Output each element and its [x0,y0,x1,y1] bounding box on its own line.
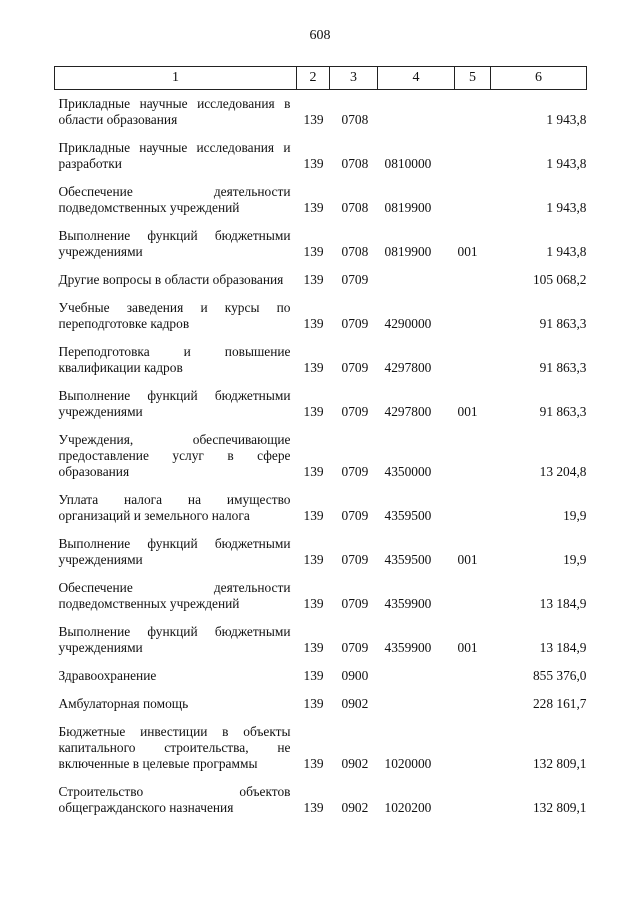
row-code-admin: 139 [303,200,324,215]
row-code-section: 0709 [341,272,369,287]
row-name: Выполнение функций бюджетными учреждениями [58,228,291,259]
row-name: Учебные заведения и курсы по переподготовке кадров [58,300,291,331]
table-row [55,687,587,715]
row-code-admin: 139 [303,640,324,655]
row-name: Прикладные научные исследования и разработки [58,140,291,171]
header-col-4: 4 [378,67,455,90]
row-code-target: 4359500 [384,508,432,523]
row-code-type [455,131,491,175]
row-name: Уплата налога на имущество организаций и земельного налога [58,492,291,523]
row-code-section: 0709 [341,508,369,523]
row-code-admin: 139 [303,756,324,771]
row-amount: 1 943,8 [546,244,587,259]
row-name: Другие вопросы в области образования [58,272,284,287]
row-code-target: 4359900 [384,596,432,611]
row-amount: 13 204,8 [539,464,587,479]
row-code-type [455,291,491,335]
row-name: Амбулаторная помощь [58,696,189,711]
table-row [55,659,587,687]
row-code-admin: 139 [303,316,324,331]
row-amount: 13 184,9 [539,640,587,655]
row-code-section: 0708 [341,112,369,127]
row-name: Обеспечение деятельности подведомственных учреждений [58,184,291,215]
row-name: Прикладные научные исследования в области образования [58,96,291,127]
row-code-type [455,659,491,687]
row-code-section: 0708 [341,156,369,171]
row-code-target: 0819900 [384,200,432,215]
row-code-section: 0709 [341,404,369,419]
header-col-1: 1 [55,67,297,90]
budget-table [54,66,587,819]
row-code-admin: 139 [303,244,324,259]
table-row [55,263,587,291]
row-code-admin: 139 [303,668,324,683]
row-code-type [455,335,491,379]
row-code-admin: 139 [303,552,324,567]
table-row [55,483,587,527]
row-amount: 19,9 [563,508,587,523]
table-row [55,423,587,483]
row-code-type: 001 [457,404,478,419]
row-code-admin: 139 [303,112,324,127]
row-name: Строительство объектов общегражданского назначения [58,784,291,815]
row-amount: 855 376,0 [532,668,587,683]
row-amount: 105 068,2 [532,272,587,287]
row-name: Выполнение функций бюджетными учреждениями [58,536,291,567]
row-code-target: 4350000 [384,464,432,479]
row-code-type [455,90,491,132]
table-row [55,571,587,615]
row-name: Обеспечение деятельности подведомственных учреждений [58,580,291,611]
row-code-section: 0902 [341,756,369,771]
row-name: Переподготовка и повышение квалификации кадров [58,344,291,375]
row-amount: 1 943,8 [546,156,587,171]
row-code-admin: 139 [303,596,324,611]
row-name: Выполнение функций бюджетными учреждениями [58,388,291,419]
row-amount: 1 943,8 [546,112,587,127]
table-row [55,175,587,219]
row-code-target: 4359500 [384,552,432,567]
table-body [55,90,587,820]
row-code-type: 001 [457,640,478,655]
row-code-target: 4359900 [384,640,432,655]
header-col-5: 5 [455,67,491,90]
row-code-target: 4297800 [384,360,432,375]
row-code-section: 0900 [341,668,369,683]
row-amount: 132 809,1 [532,800,587,815]
row-code-type [455,483,491,527]
row-code-target [378,263,455,291]
row-code-type [455,571,491,615]
row-code-section: 0709 [341,360,369,375]
header-col-6: 6 [491,67,587,90]
row-code-type [455,175,491,219]
row-code-section: 0709 [341,640,369,655]
row-code-type: 001 [457,552,478,567]
row-code-admin: 139 [303,156,324,171]
row-code-section: 0709 [341,552,369,567]
row-code-type [455,715,491,775]
row-code-target [378,659,455,687]
row-amount: 1 943,8 [546,200,587,215]
row-amount: 228 161,7 [532,696,587,711]
row-code-admin: 139 [303,272,324,287]
row-code-target: 1020200 [384,800,432,815]
row-code-type [455,263,491,291]
table-header [55,67,587,90]
row-code-section: 0902 [341,800,369,815]
row-name: Выполнение функций бюджетными учреждениями [58,624,291,655]
row-amount: 132 809,1 [532,756,587,771]
header-col-3: 3 [330,67,378,90]
table-row [55,291,587,335]
row-name: Бюджетные инвестиции в объекты капитального строительства, не включенные в целевые программы [58,724,291,771]
row-code-target: 0810000 [384,156,432,171]
row-code-section: 0708 [341,244,369,259]
table-row [55,379,587,423]
row-code-section: 0709 [341,596,369,611]
row-code-admin: 139 [303,404,324,419]
row-code-section: 0902 [341,696,369,711]
header-col-2: 2 [297,67,330,90]
table-row [55,131,587,175]
table-row [55,775,587,819]
row-code-section: 0708 [341,200,369,215]
row-code-type [455,775,491,819]
row-code-section: 0709 [341,316,369,331]
row-code-target [378,687,455,715]
table-row [55,90,587,132]
row-code-type [455,687,491,715]
row-amount: 91 863,3 [539,316,587,331]
row-amount: 91 863,3 [539,360,587,375]
row-code-type: 001 [457,244,478,259]
row-code-type [455,423,491,483]
row-amount: 19,9 [563,552,587,567]
row-code-target: 4290000 [384,316,432,331]
table-row [55,715,587,775]
row-amount: 91 863,3 [539,404,587,419]
row-code-admin: 139 [303,508,324,523]
table-row [55,615,587,659]
row-code-target: 0819900 [384,244,432,259]
row-code-admin: 139 [303,360,324,375]
row-code-admin: 139 [303,696,324,711]
row-name: Учреждения, обеспечивающие предоставление услуг в сфере образования [58,432,291,479]
row-code-target [378,90,455,132]
row-name: Здравоохранение [58,668,157,683]
row-code-target: 1020000 [384,756,432,771]
row-code-target: 4297800 [384,404,432,419]
row-code-section: 0709 [341,464,369,479]
table-row [55,335,587,379]
page-number: 608 [309,28,331,43]
row-code-admin: 139 [303,800,324,815]
row-code-admin: 139 [303,464,324,479]
table-row [55,219,587,263]
table-row [55,527,587,571]
row-amount: 13 184,9 [539,596,587,611]
